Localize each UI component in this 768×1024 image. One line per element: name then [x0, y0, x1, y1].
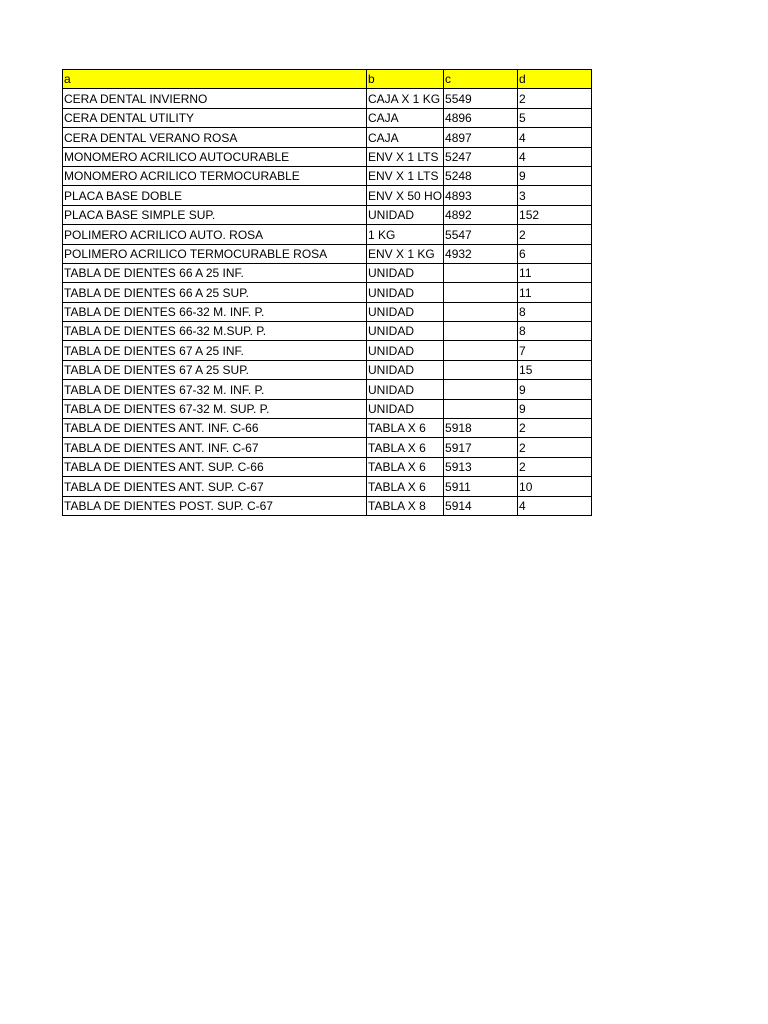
cell-description[interactable]: POLIMERO ACRILICO TERMOCURABLE ROSA [63, 244, 367, 263]
cell-code[interactable] [444, 399, 518, 418]
cell-quantity[interactable]: 6 [518, 244, 592, 263]
header-cell-c[interactable]: c [444, 70, 518, 89]
table-row [63, 341, 592, 360]
table-row [63, 225, 592, 244]
cell-quantity[interactable]: 4 [518, 147, 592, 166]
cell-code[interactable] [444, 283, 518, 302]
cell-unit[interactable]: UNIDAD [367, 360, 444, 379]
cell-description[interactable]: TABLA DE DIENTES POST. SUP. C-67 [63, 496, 367, 515]
table-row [63, 186, 592, 205]
table-row [63, 419, 592, 438]
cell-code[interactable] [444, 302, 518, 321]
cell-unit[interactable]: TABLA X 6 [367, 457, 444, 476]
cell-unit[interactable]: CAJA [367, 108, 444, 127]
cell-description[interactable]: TABLA DE DIENTES 67 A 25 SUP. [63, 360, 367, 379]
cell-unit[interactable]: UNIDAD [367, 322, 444, 341]
cell-quantity[interactable]: 2 [518, 419, 592, 438]
cell-quantity[interactable]: 152 [518, 205, 592, 224]
cell-quantity[interactable]: 4 [518, 128, 592, 147]
cell-quantity[interactable]: 5 [518, 108, 592, 127]
table-row [63, 496, 592, 515]
cell-code[interactable]: 4897 [444, 128, 518, 147]
cell-quantity[interactable]: 2 [518, 457, 592, 476]
cell-unit[interactable]: ENV X 1 LTS [367, 147, 444, 166]
cell-quantity[interactable]: 3 [518, 186, 592, 205]
cell-unit[interactable]: ENV X 1 LTS [367, 166, 444, 185]
cell-quantity[interactable]: 10 [518, 477, 592, 496]
cell-description[interactable]: TABLA DE DIENTES 67-32 M. SUP. P. [63, 399, 367, 418]
cell-unit[interactable]: UNIDAD [367, 205, 444, 224]
cell-code[interactable]: 4896 [444, 108, 518, 127]
cell-unit[interactable]: TABLA X 6 [367, 438, 444, 457]
cell-quantity[interactable]: 8 [518, 302, 592, 321]
cell-code[interactable]: 5247 [444, 147, 518, 166]
cell-unit[interactable]: UNIDAD [367, 302, 444, 321]
cell-quantity[interactable]: 4 [518, 496, 592, 515]
cell-description[interactable]: PLACA BASE SIMPLE SUP. [63, 205, 367, 224]
cell-unit[interactable]: ENV X 50 HO [367, 186, 444, 205]
table-row [63, 477, 592, 496]
table-row [63, 380, 592, 399]
cell-code[interactable]: 5549 [444, 89, 518, 108]
cell-code[interactable] [444, 380, 518, 399]
table-body [63, 89, 592, 516]
cell-description[interactable]: PLACA BASE DOBLE [63, 186, 367, 205]
table-row [63, 128, 592, 147]
table-row [63, 89, 592, 108]
cell-unit[interactable]: TABLA X 6 [367, 419, 444, 438]
cell-code[interactable] [444, 341, 518, 360]
cell-code[interactable] [444, 360, 518, 379]
header-cell-b[interactable]: b [367, 70, 444, 89]
cell-unit[interactable]: CAJA [367, 128, 444, 147]
cell-code[interactable]: 4892 [444, 205, 518, 224]
cell-code[interactable]: 5914 [444, 496, 518, 515]
cell-code[interactable]: 5547 [444, 225, 518, 244]
cell-code[interactable] [444, 322, 518, 341]
cell-quantity[interactable]: 8 [518, 322, 592, 341]
cell-code[interactable]: 5248 [444, 166, 518, 185]
cell-code[interactable]: 4932 [444, 244, 518, 263]
header-cell-d[interactable]: d [518, 70, 592, 89]
cell-description[interactable]: MONOMERO ACRILICO AUTOCURABLE [63, 147, 367, 166]
table-row [63, 322, 592, 341]
cell-description[interactable]: TABLA DE DIENTES 67-32 M. INF. P. [63, 380, 367, 399]
table-row [63, 244, 592, 263]
header-cell-a[interactable]: a [63, 70, 367, 89]
cell-quantity[interactable]: 9 [518, 166, 592, 185]
table-row [63, 205, 592, 224]
cell-description[interactable]: CERA DENTAL VERANO ROSA [63, 128, 367, 147]
cell-quantity[interactable]: 2 [518, 89, 592, 108]
table-row [63, 263, 592, 282]
cell-description[interactable]: MONOMERO ACRILICO TERMOCURABLE [63, 166, 367, 185]
cell-quantity[interactable]: 15 [518, 360, 592, 379]
table-row [63, 108, 592, 127]
cell-unit[interactable]: UNIDAD [367, 283, 444, 302]
cell-description[interactable]: TABLA DE DIENTES ANT. SUP. C-66 [63, 457, 367, 476]
cell-code[interactable]: 4893 [444, 186, 518, 205]
cell-code[interactable]: 5913 [444, 457, 518, 476]
table-row [63, 166, 592, 185]
cell-quantity[interactable]: 2 [518, 225, 592, 244]
cell-code[interactable]: 5918 [444, 419, 518, 438]
cell-unit[interactable]: UNIDAD [367, 263, 444, 282]
cell-description[interactable]: TABLA DE DIENTES ANT. SUP. C-67 [63, 477, 367, 496]
cell-unit[interactable]: CAJA X 1 KG [367, 89, 444, 108]
cell-quantity[interactable]: 2 [518, 438, 592, 457]
cell-description[interactable]: TABLA DE DIENTES 66 A 25 INF. [63, 263, 367, 282]
cell-description[interactable]: TABLA DE DIENTES 66-32 M.SUP. P. [63, 322, 367, 341]
table-row [63, 457, 592, 476]
cell-unit[interactable]: TABLA X 6 [367, 477, 444, 496]
cell-description[interactable]: TABLA DE DIENTES ANT. INF. C-66 [63, 419, 367, 438]
table-row [63, 302, 592, 321]
cell-unit[interactable]: UNIDAD [367, 380, 444, 399]
spreadsheet-table [62, 69, 592, 516]
table-row [63, 360, 592, 379]
cell-quantity[interactable]: 7 [518, 341, 592, 360]
table-row [63, 283, 592, 302]
cell-unit[interactable]: UNIDAD [367, 341, 444, 360]
cell-description[interactable]: TABLA DE DIENTES 66 A 25 SUP. [63, 283, 367, 302]
cell-code[interactable]: 5917 [444, 438, 518, 457]
cell-unit[interactable]: 1 KG [367, 225, 444, 244]
cell-quantity[interactable]: 9 [518, 380, 592, 399]
table-row [63, 438, 592, 457]
cell-description[interactable]: CERA DENTAL UTILITY [63, 108, 367, 127]
cell-unit[interactable]: UNIDAD [367, 399, 444, 418]
table-row [63, 399, 592, 418]
cell-quantity[interactable]: 11 [518, 283, 592, 302]
cell-description[interactable]: TABLA DE DIENTES 67 A 25 INF. [63, 341, 367, 360]
cell-code[interactable] [444, 263, 518, 282]
cell-unit[interactable]: ENV X 1 KG [367, 244, 444, 263]
cell-description[interactable]: TABLA DE DIENTES ANT. INF. C-67 [63, 438, 367, 457]
header-row [63, 70, 592, 89]
cell-description[interactable]: CERA DENTAL INVIERNO [63, 89, 367, 108]
cell-description[interactable]: POLIMERO ACRILICO AUTO. ROSA [63, 225, 367, 244]
cell-quantity[interactable]: 11 [518, 263, 592, 282]
table-row [63, 147, 592, 166]
cell-unit[interactable]: TABLA X 8 [367, 496, 444, 515]
cell-description[interactable]: TABLA DE DIENTES 66-32 M. INF. P. [63, 302, 367, 321]
cell-quantity[interactable]: 9 [518, 399, 592, 418]
cell-code[interactable]: 5911 [444, 477, 518, 496]
